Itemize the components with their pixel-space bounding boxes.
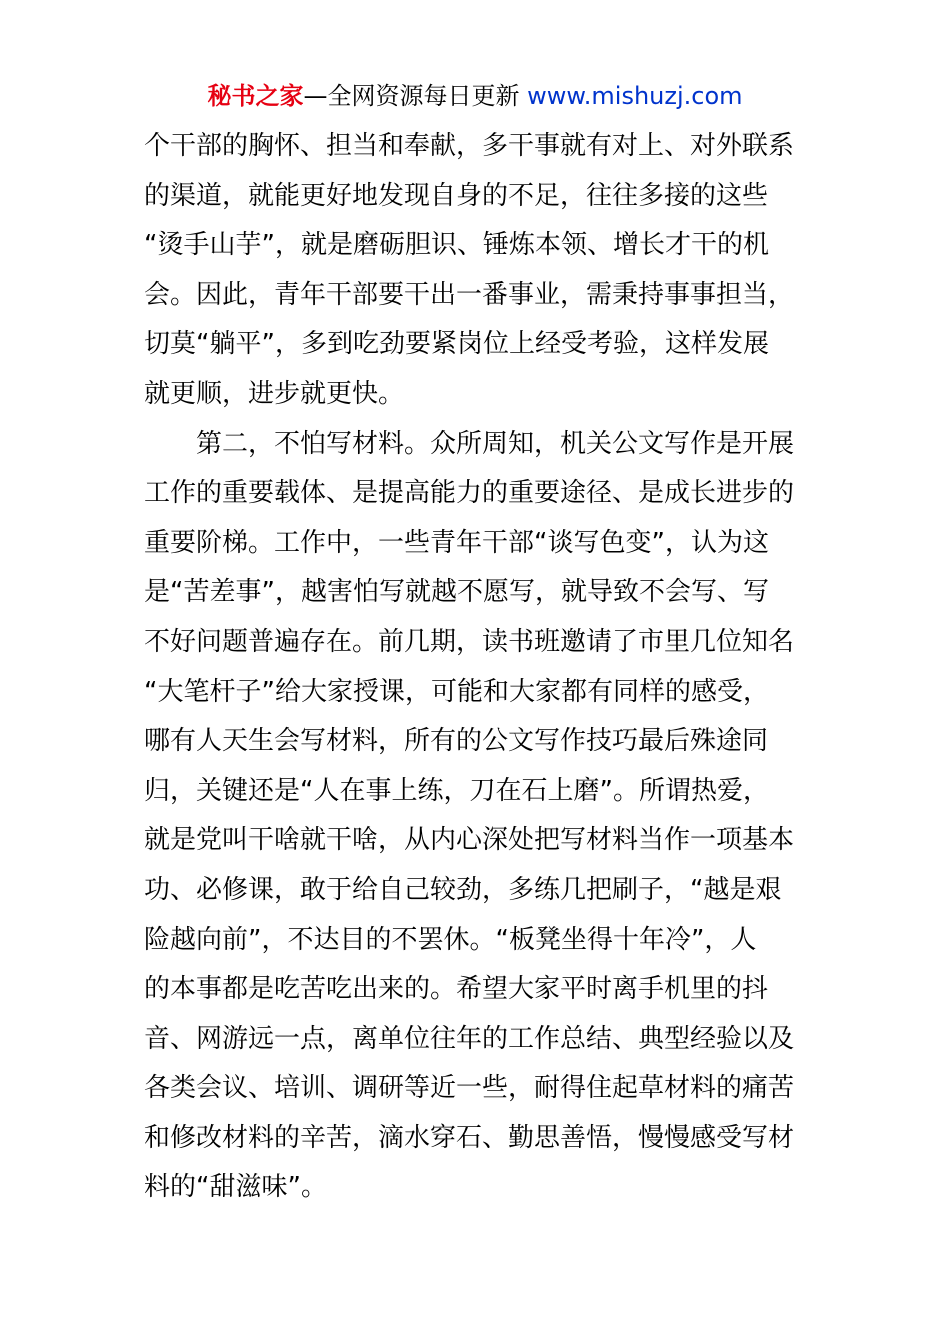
text-line: 音、网游远一点，离单位往年的工作总结、典型经验以及 [144, 1023, 795, 1054]
text-line: 是“苦差事”，越害怕写就越不愿写，就导致不会写、写 [144, 577, 769, 608]
text-line: 的渠道，就能更好地发现自身的不足，往往多接的这些 [144, 180, 769, 211]
page-header [0, 80, 950, 112]
text-line: 料的“甜滋味”。 [144, 1172, 327, 1203]
text-line: 第二，不怕写材料。众所周知，机关公文写作是开展 [196, 428, 795, 459]
text-line: 险越向前”，不达目的不罢休。“板凳坐得十年冷”，人 [144, 924, 757, 955]
text-line: 工作的重要载体、是提高能力的重要途径、是成长进步的 [144, 478, 795, 509]
text-line: 就是党叫干啥就干啥，从内心深处把写材料当作一项基本 [144, 825, 795, 856]
header-tagline: —全网资源每日更新 [303, 82, 520, 110]
site-url-link[interactable]: www.mishuzj.com [527, 82, 743, 110]
document-body [144, 122, 808, 1213]
text-line: “大笔杆子”给大家授课，可能和大家都有同样的感受， [144, 676, 769, 707]
text-line: “烫手山芋”，就是磨砺胆识、锤炼本领、增长才干的机 [144, 230, 769, 261]
text-line: 的本事都是吃苦吃出来的。希望大家平时离手机里的抖 [144, 974, 769, 1005]
text-line: 哪有人天生会写材料，所有的公文写作技巧最后殊途同 [144, 726, 769, 757]
text-line: 不好问题普遍存在。前几期，读书班邀请了市里几位知名 [144, 626, 795, 657]
text-line: 归，关键还是“人在事上练，刀在石上磨”。所谓热爱， [144, 775, 769, 806]
text-line: 各类会议、培训、调研等近一些，耐得住起草材料的痛苦 [144, 1073, 795, 1104]
text-line: 个干部的胸怀、担当和奉献，多干事就有对上、对外联系 [144, 131, 795, 161]
text-line: 功、必修课，敢于给自己较劲，多练几把刷子，“越是艰 [144, 874, 782, 905]
paragraph-2 [144, 420, 808, 1214]
text-line: 就更顺，进步就更快。 [144, 378, 405, 409]
text-line: 和修改材料的辛苦，滴水穿石、勤思善悟，慢慢感受写材 [144, 1122, 795, 1153]
brand-name: 秘书之家 [207, 82, 304, 110]
text-line: 会。因此，青年干部要干出一番事业，需秉持事事担当， [144, 279, 795, 310]
text-line: 切莫“躺平”，多到吃劲要紧岗位上经受考验，这样发展 [144, 329, 769, 360]
paragraph-1 [144, 122, 808, 420]
text-line: 重要阶梯。工作中，一些青年干部“谈写色变”，认为这 [144, 527, 769, 558]
